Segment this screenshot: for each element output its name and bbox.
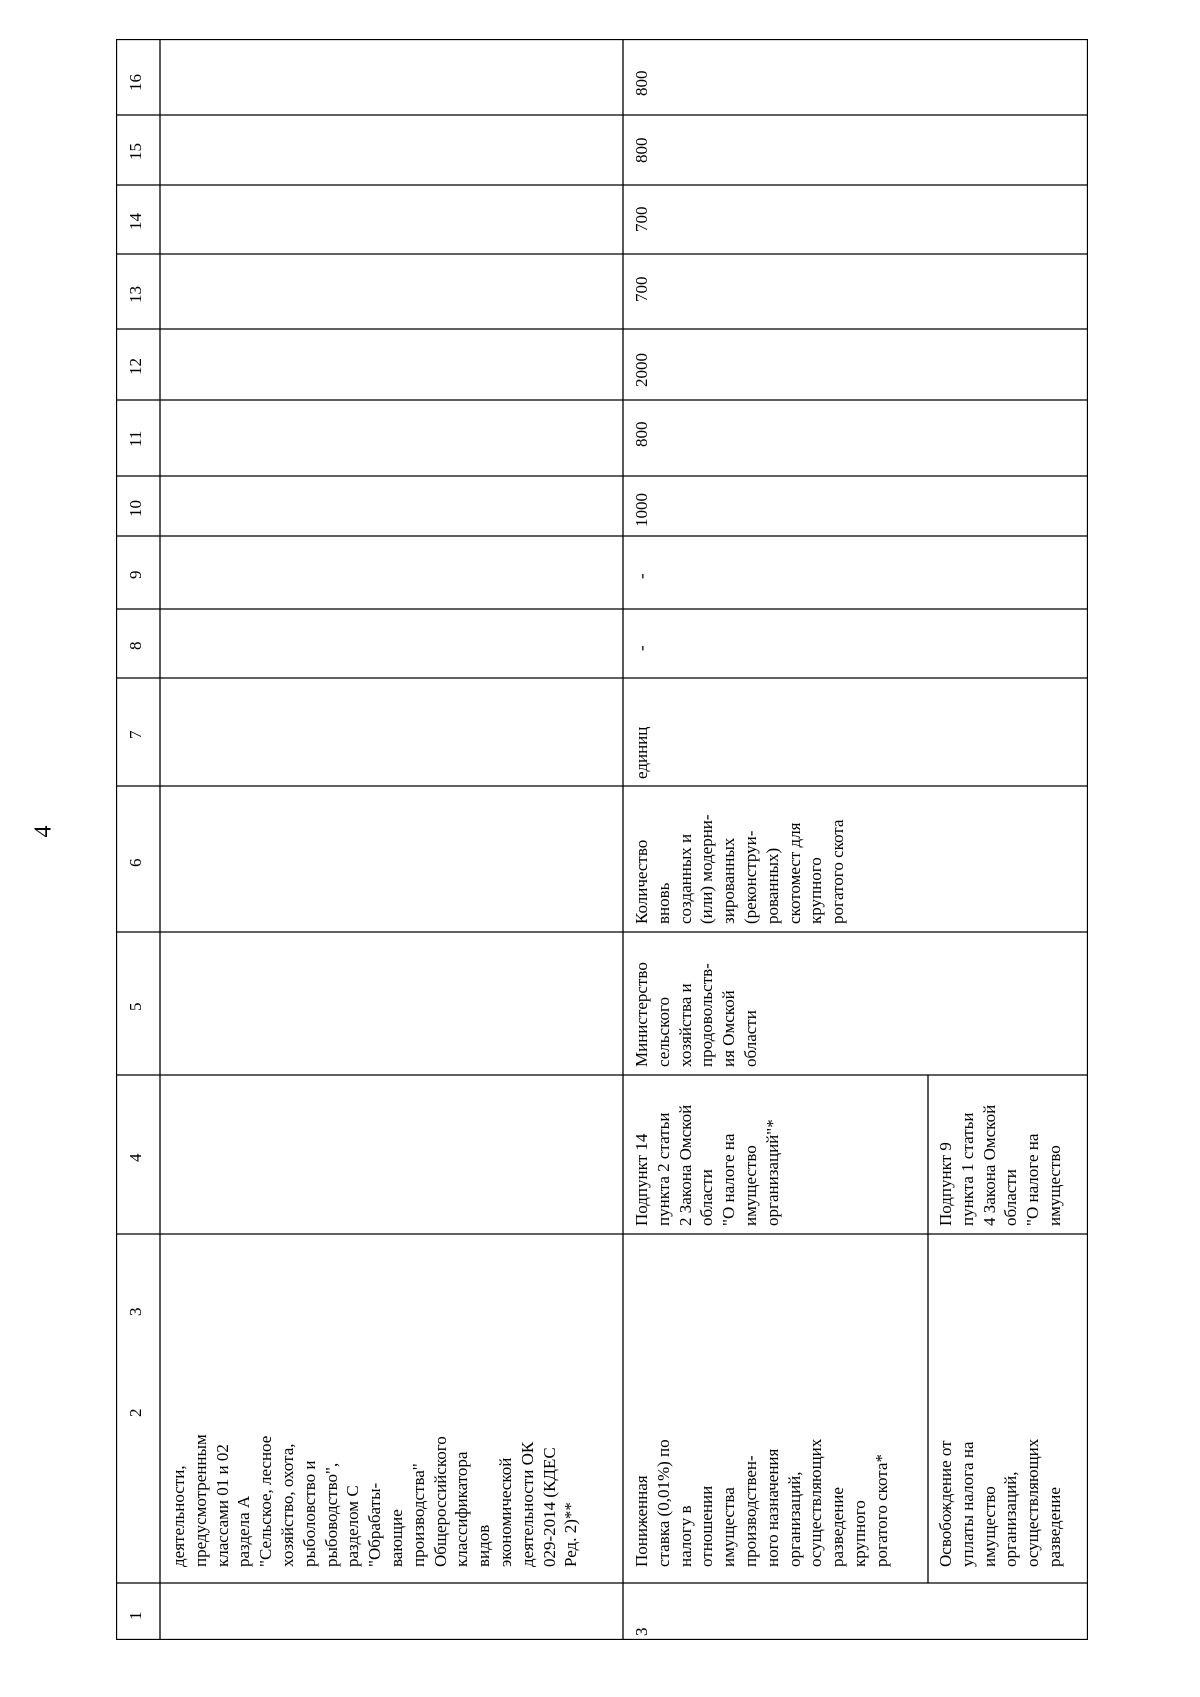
header-col-16: 16 (126, 74, 145, 91)
header-col-4: 4 (126, 1153, 145, 1162)
header-col-7: 7 (126, 730, 145, 739)
row3-col3: Пониженная ставка (0,01%) по налогу в отношении имущества производствен- ного назначения организаций, осуществляющих разведение крупного рогатого скота* (632, 1438, 891, 1567)
header-col-1: 1 (126, 1611, 145, 1620)
rotated-table (116, 39, 1088, 1640)
row3-col8: - (632, 645, 651, 651)
row3-col12: 2000 (632, 353, 651, 387)
row3-col11: 800 (632, 421, 651, 447)
row3-col1: 3 (632, 1627, 651, 1636)
row3-col16: 800 (632, 70, 651, 96)
header-col-8: 8 (126, 641, 145, 650)
header-col-11: 11 (126, 430, 145, 447)
row-continued-col3: деятельности, предусмотренным классами 01 и 02 раздела А "Сельское, лесное хозяйство, охота, рыболовство и рыбоводство", разделом С "Обрабаты- вающие производства" Общероссийского классификатора видов экономической деятельности ОК 029-2014 (КДЕС Ред. 2)** (169, 1434, 581, 1567)
row3-col6: Количество вновь созданных и (или) модерни- зированных (реконструи- рованных) скотомест для крупного рогатого скота (632, 814, 848, 924)
page-number: 4 (30, 825, 57, 838)
row3-col4: Подпункт 14 пункта 2 статьи 2 Закона Омской области "О налоге на имущество организаций"* (632, 1104, 782, 1226)
header-col-15: 15 (126, 143, 145, 160)
header-col-14: 14 (126, 213, 145, 230)
header-col-2: 2 (126, 1408, 145, 1417)
row3-col13: 700 (632, 276, 651, 302)
row3-col14: 700 (632, 206, 651, 232)
row3-col10: 1000 (632, 493, 651, 527)
header-col-12: 12 (126, 358, 145, 375)
header-col-13: 13 (126, 286, 145, 303)
row3-col7: единиц (632, 726, 651, 779)
header-col-10: 10 (126, 500, 145, 517)
row3-sub-col4: Подпункт 9 пункта 1 статьи 4 Закона Омской области "О налоге на имущество (936, 1104, 1064, 1226)
row3-sub-col3: Освобождение от уплаты налога на имущество организаций, осуществляющих разведение (936, 1438, 1064, 1567)
row3-col15: 800 (632, 137, 651, 163)
header-col-6: 6 (126, 858, 145, 867)
header-col-5: 5 (126, 1002, 145, 1011)
row3-col9: - (632, 573, 651, 579)
header-col-9: 9 (126, 570, 145, 579)
table-grid (116, 39, 1088, 1640)
row3-col5: Министерство сельского хозяйства и продовольств- ия Омской области (632, 962, 760, 1067)
header-col-3: 3 (126, 1307, 145, 1316)
